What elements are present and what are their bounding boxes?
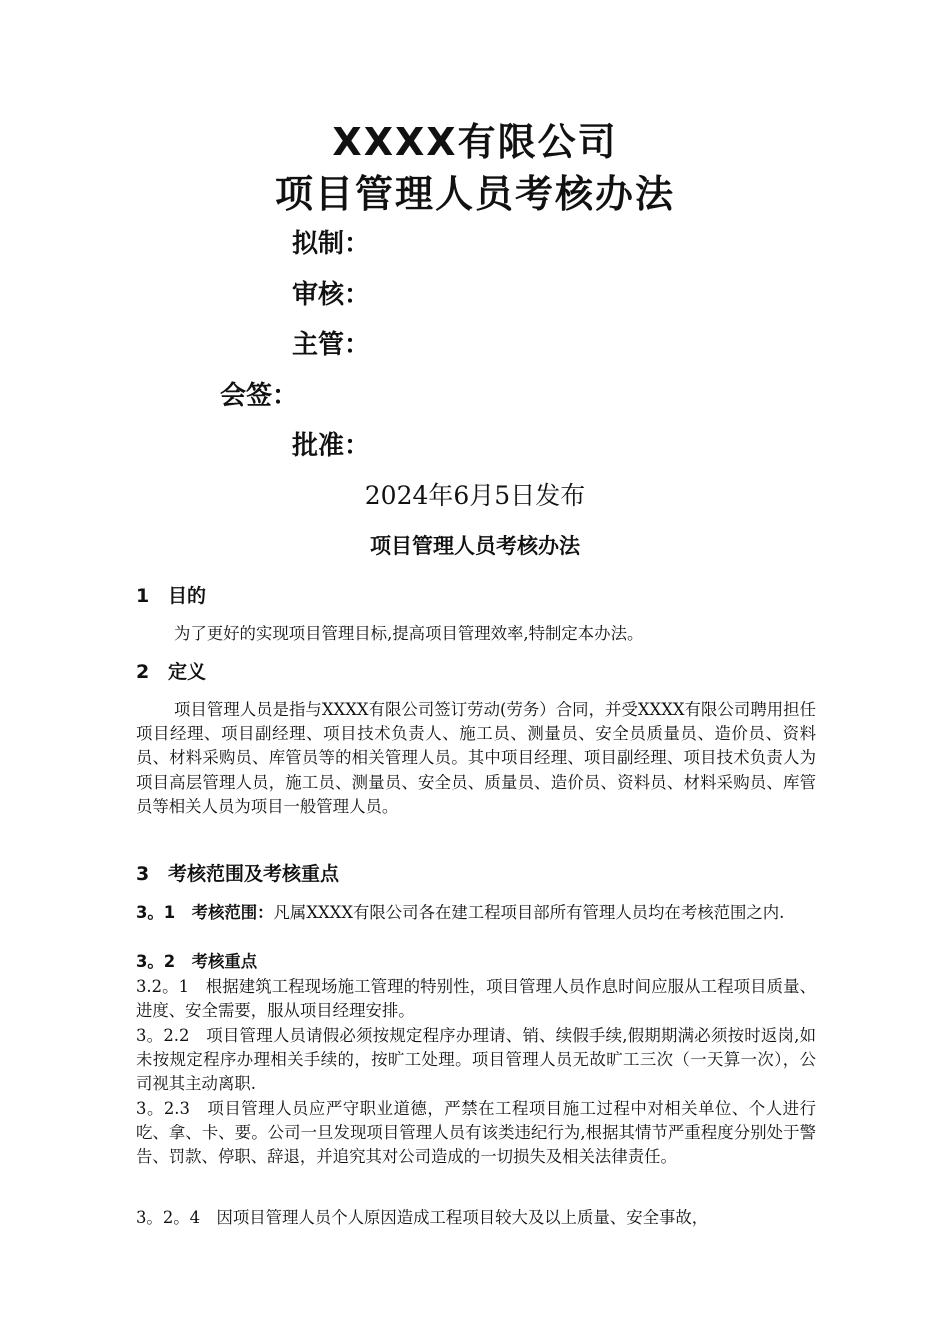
clause-text: 凡属XXXX有限公司各在建工程项目部所有管理人员均在考核范围之内. [273,903,785,922]
paragraph: 为了更好的实现项目管理目标,提高项目管理效率,特制定本办法。 [174,624,644,643]
section-heading [136,582,206,610]
clause-3-2-label: 3。2 考核重点 [136,952,258,971]
section-title: 考核范围及考核重点 [168,863,340,885]
section-number: 2 [136,661,150,683]
signature-draft-label: 拟制： [292,229,371,259]
section-number: 3 [136,863,150,885]
clause-3-1 [136,901,816,925]
section-heading [136,658,206,686]
section-title: 目的 [168,585,207,607]
document-title: 项目管理人员考核办法 [370,534,580,558]
paragraph: 项目管理人员是指与XXXX有限公司签订劳动(劳务）合同，并受XXXX有限公司聘用担任项目经理、项目副经理、项目技术负责人、施工员、测量员、安全员质量员、造价员、资料员、材料采购员、库管员等的相关管理人员。其中项目经理、项目副经理、项目技术负责人为项目高层管理人员，施工员、测量员、安全员、质量员、造价员、资料员、材料采购员、库管员等相关人员为项目一般管理人员。 [136,700,816,816]
signature-supervisor-label: 主管： [292,330,371,360]
signature-approve-label: 批准： [292,431,371,461]
clause-3-2-1: 3.2。1 根据建筑工程现场施工管理的特别性，项目管理人员作息时间应服从工程项目质量、进度、安全需要，服从项目经理安排。 [136,977,816,1021]
signature-countersign-label: 会签： [220,381,299,411]
signature-review-label: 审核： [292,280,371,310]
clause-label: 3。1 考核范围： [136,903,274,922]
cover-doc-title: 项目管理人员考核办法 [274,172,675,216]
clause-3-2-3: 3。2.3 项目管理人员应严守职业道德，严禁在工程项目施工过程中对相关单位、个人进行吃、拿、卡、要。公司一旦发现项目管理人员有该类违纪行为,根据其情节严重程度分别处于警告、罚款、停职、辞退，并追究其对公司造成的一切损失及相关法律责任。 [136,1099,816,1167]
release-date: 2024年6月5日发布 [364,481,586,510]
section-heading [136,860,339,888]
clause-3-2-2: 3。2.2 项目管理人员请假必须按规定程序办理请、销、续假手续,假期期满必须按时返岗,如未按规定程序办理相关手续的，按旷工处理。项目管理人员无故旷工三次（一天算一次），公司视其主动离职. [136,1026,816,1094]
section-title: 定义 [168,661,207,683]
company-title: XXXX有限公司 [332,120,618,164]
clause-3-2-4: 3。2。4 因项目管理人员个人原因造成工程项目较大及以上质量、安全事故， [136,1208,709,1227]
section-number: 1 [136,585,150,607]
